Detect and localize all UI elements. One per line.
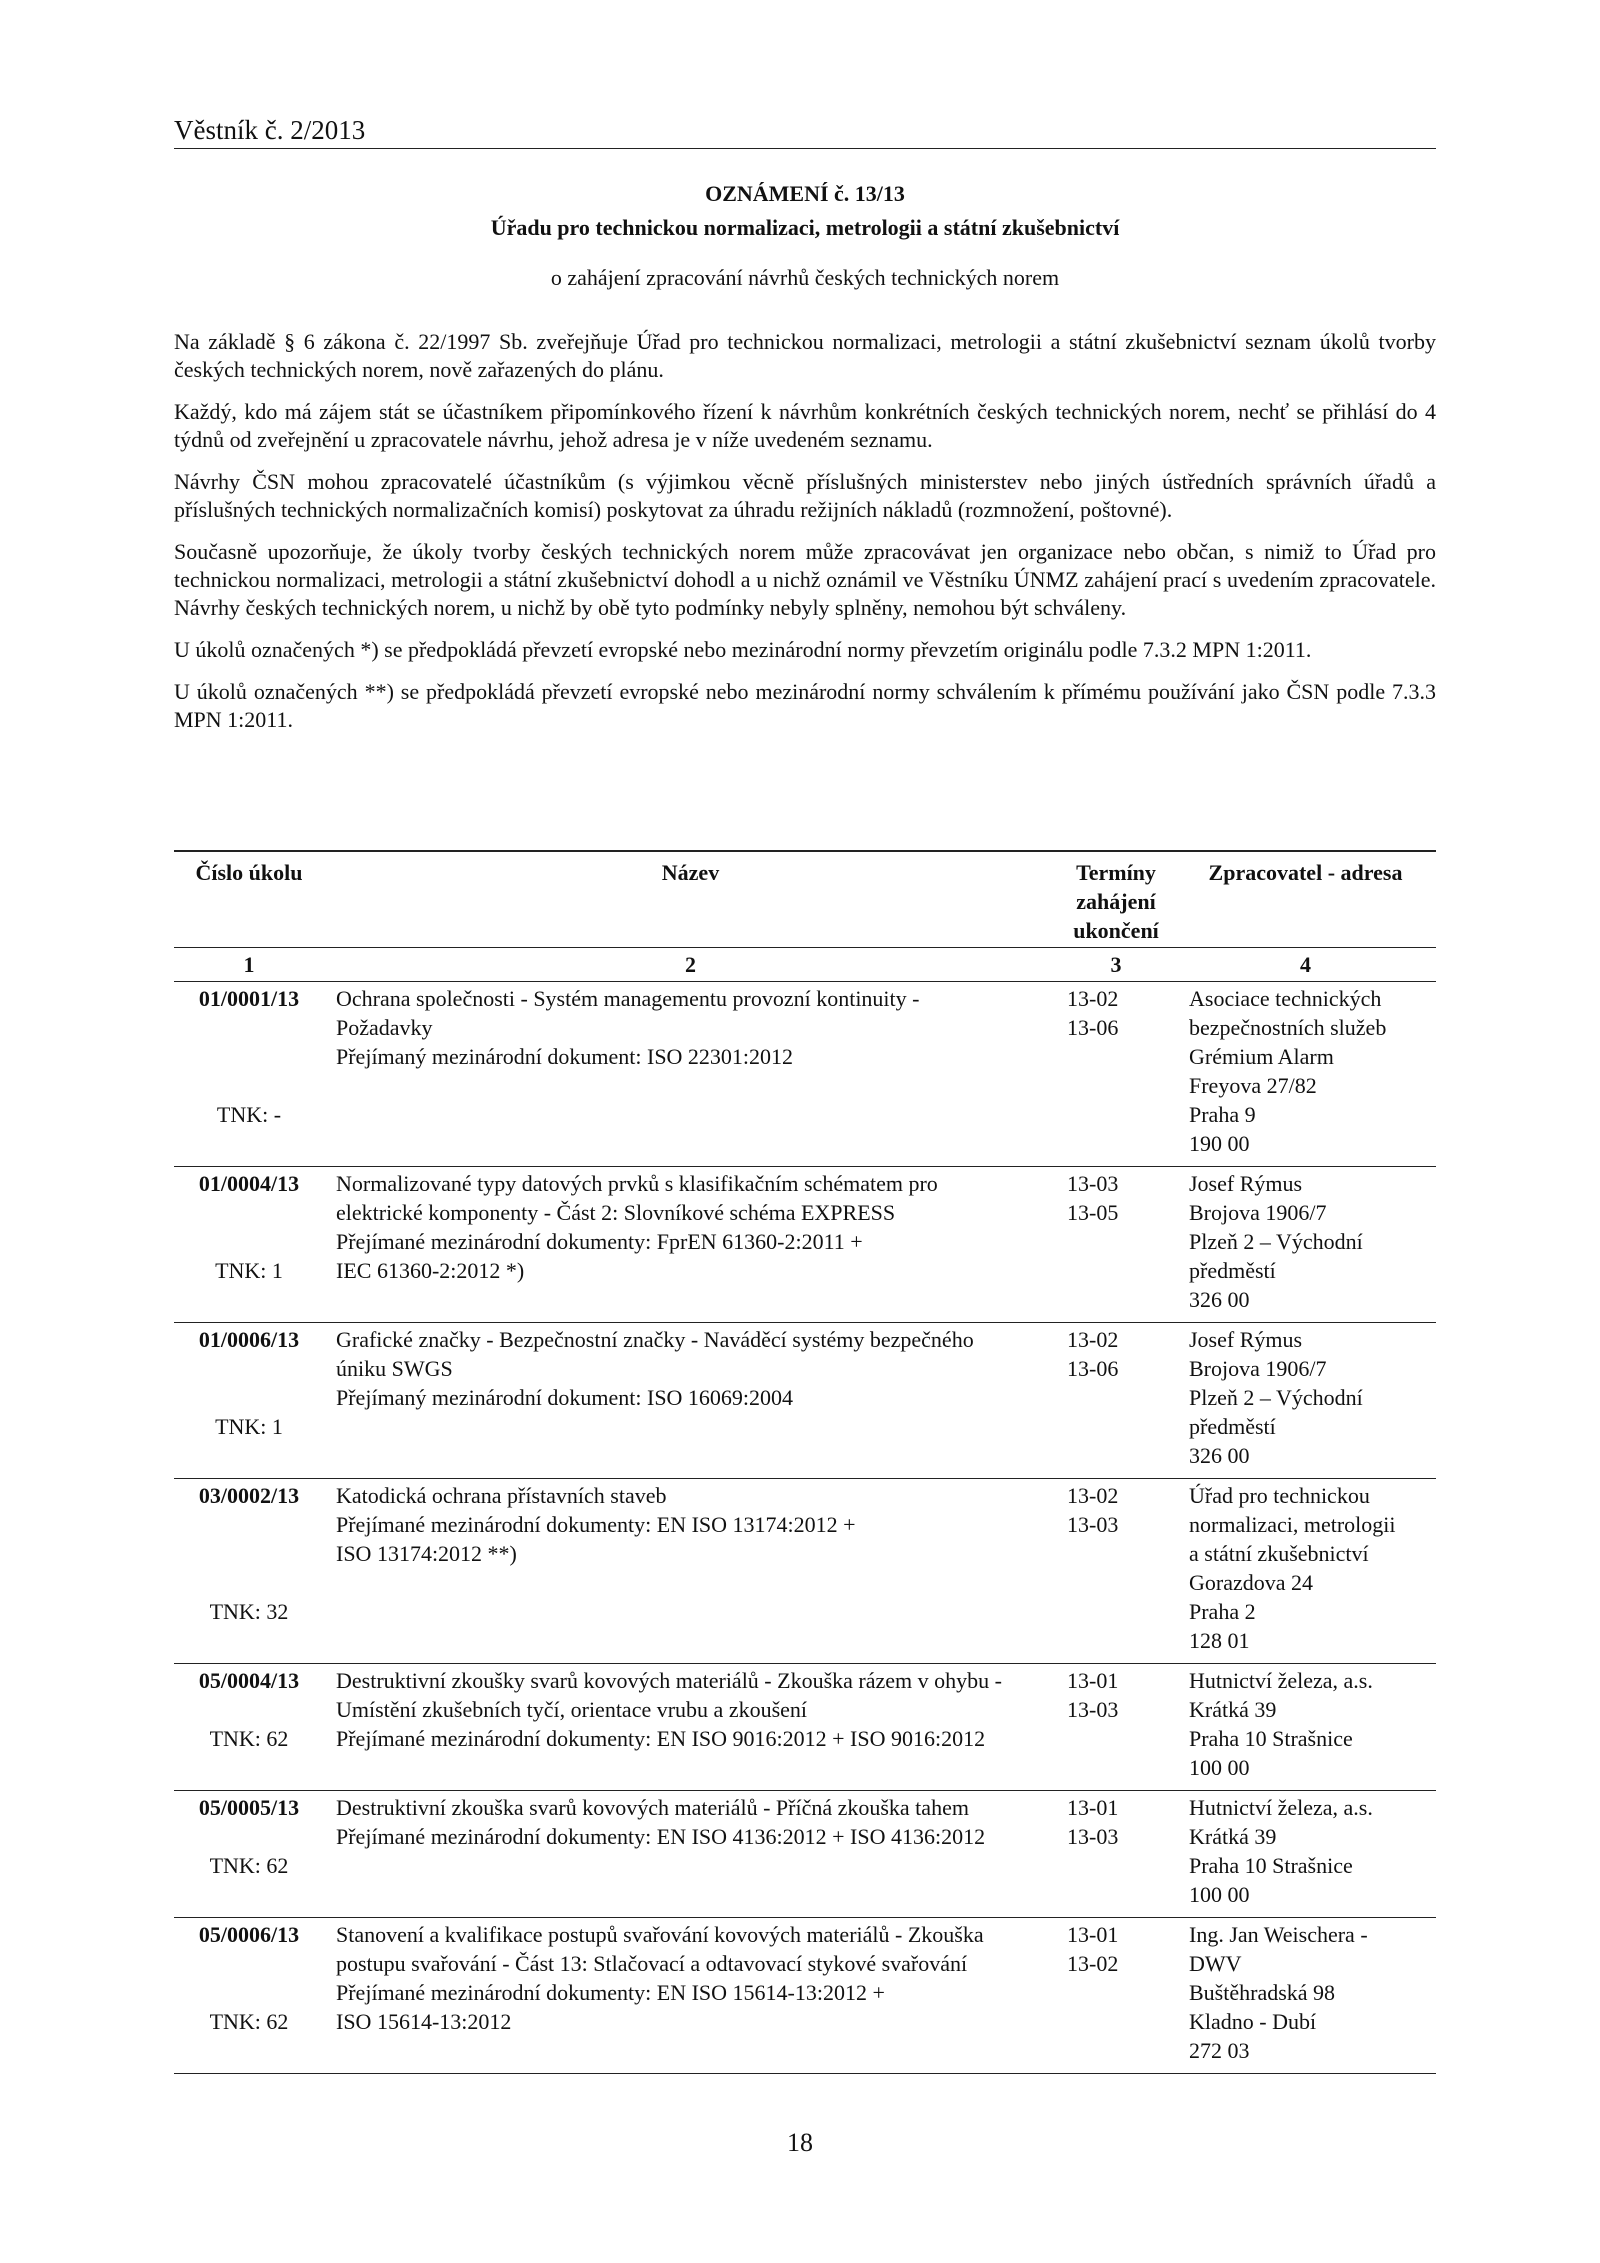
task-title-line: Přejímané mezinárodní dokumenty: EN ISO 15614-13:2012 + xyxy=(336,1980,885,2005)
task-title-line: Ochrana společnosti - Systém managementu provozní kontinuity - xyxy=(336,986,920,1011)
processor-address-line: 272 03 xyxy=(1189,2038,1250,2063)
task-dates-line: 13-02 xyxy=(1067,1327,1119,1352)
processor-address-line: Brojova 1906/7 xyxy=(1189,1356,1327,1381)
header-dates-line: ukončení xyxy=(1073,918,1159,943)
task-title-line: IEC 61360-2:2012 *) xyxy=(336,1258,525,1283)
task-title-line: Grafické značky - Bezpečnostní značky - Naváděcí systémy bezpečného xyxy=(336,1327,974,1352)
processor-address-line: bezpečnostních služeb xyxy=(1189,1015,1387,1040)
task-title-line: Přejímaný mezinárodní dokument: ISO 16069:2004 xyxy=(336,1385,794,1410)
column-number: 4 xyxy=(1175,948,1436,982)
task-title-line: Přejímané mezinárodní dokumenty: EN ISO 9016:2012 + ISO 9016:2012 xyxy=(336,1726,986,1751)
processor-address-line: normalizaci, metrologii xyxy=(1189,1512,1396,1537)
task-title-line: Destruktivní zkoušky svarů kovových materiálů - Zkouška rázem v ohybu - xyxy=(336,1668,1002,1693)
task-code: 03/0002/13 xyxy=(198,1483,300,1508)
paragraph: Na základě § 6 zákona č. 22/1997 Sb. zveřejňuje Úřad pro technickou normalizaci, metrologii a státní zkušebnictví seznam úkolů tvorby českých technických norem, nově zařazených do plánu. xyxy=(174,329,1436,382)
task-dates xyxy=(1057,1323,1175,1479)
task-title-line: Destruktivní zkouška svarů kovových materiálů - Příčná zkouška tahem xyxy=(336,1795,969,1820)
table-row xyxy=(174,982,1436,1167)
processor-address-line: Krátká 39 xyxy=(1189,1824,1277,1849)
task-dates xyxy=(1057,1664,1175,1791)
header-task-number: Číslo úkolu xyxy=(174,851,324,948)
processor-address-line: Hutnictví železa, a.s. xyxy=(1189,1795,1373,1820)
table-row xyxy=(174,1323,1436,1479)
task-number-cell xyxy=(174,1918,324,2074)
processor-address-line: Kladno - Dubí xyxy=(1189,2009,1317,2034)
processor-address-line: Praha 2 xyxy=(1189,1599,1256,1624)
task-title-line: úniku SWGS xyxy=(336,1356,453,1381)
task-title-line: Katodická ochrana přístavních staveb xyxy=(336,1483,667,1508)
announcement-body xyxy=(174,328,1436,748)
task-number-cell xyxy=(174,1167,324,1323)
tnk-label: TNK: 62 xyxy=(209,1726,289,1751)
table-row xyxy=(174,1167,1436,1323)
task-code: 01/0001/13 xyxy=(198,986,300,1011)
column-number: 1 xyxy=(174,948,324,982)
header-title: Název xyxy=(324,851,1057,948)
processor-address-line: DWV xyxy=(1189,1951,1242,1976)
task-title-line: Umístění zkušebních tyčí, orientace vrubu a zkoušení xyxy=(336,1697,808,1722)
task-title-line: Přejímaný mezinárodní dokument: ISO 22301:2012 xyxy=(336,1044,794,1069)
paragraph: Návrhy ČSN mohou zpracovatelé účastníkům (s výjimkou věcně příslušných ministerstev nebo jiných ústředních správních úřadů a příslušných technických normalizačních komisí) poskytovat za úhradu režijních nákladů (rozmnožení, poštovné). xyxy=(174,469,1436,522)
paragraph: Každý, kdo má zájem stát se účastníkem připomínkového řízení k návrhům konkrétních českých technických norem, nechť se přihlásí do 4 týdnů od zveřejnění u zpracovatele návrhu, jehož adresa je v níže uvedeném seznamu. xyxy=(174,399,1436,452)
processor-address-line: předměstí xyxy=(1189,1414,1276,1439)
task-number-cell xyxy=(174,1479,324,1664)
task-title xyxy=(324,1918,1057,2074)
task-code: 05/0005/13 xyxy=(198,1795,300,1820)
column-number: 2 xyxy=(324,948,1057,982)
processor-address-line: Ing. Jan Weischera - xyxy=(1189,1922,1368,1947)
processor-address xyxy=(1175,1918,1436,2074)
tnk-label: TNK: 32 xyxy=(209,1599,289,1624)
task-dates-line: 13-02 xyxy=(1067,1951,1119,1976)
processor-address-line: Praha 9 xyxy=(1189,1102,1256,1127)
tasks-table-container xyxy=(174,850,1436,2074)
running-header xyxy=(174,108,1436,149)
tnk-label: TNK: 62 xyxy=(209,2009,289,2034)
header-dates xyxy=(1057,851,1175,948)
task-code: 05/0006/13 xyxy=(198,1922,300,1947)
task-dates xyxy=(1057,1167,1175,1323)
task-dates-line: 13-02 xyxy=(1067,986,1119,1011)
processor-address-line: a státní zkušebnictví xyxy=(1189,1541,1369,1566)
processor-address-line: Josef Rýmus xyxy=(1189,1171,1303,1196)
processor-address-line: 100 00 xyxy=(1189,1882,1250,1907)
task-dates xyxy=(1057,1791,1175,1918)
task-number-cell xyxy=(174,1791,324,1918)
processor-address-line: 100 00 xyxy=(1189,1755,1250,1780)
task-title xyxy=(324,1167,1057,1323)
processor-address-line: 190 00 xyxy=(1189,1131,1250,1156)
processor-address-line: 326 00 xyxy=(1189,1443,1250,1468)
processor-address-line: Hutnictví železa, a.s. xyxy=(1189,1668,1373,1693)
processor-address-line: 128 01 xyxy=(1189,1628,1250,1653)
processor-address xyxy=(1175,982,1436,1167)
processor-address-line: Praha 10 Strašnice xyxy=(1189,1726,1353,1751)
table-row xyxy=(174,1479,1436,1664)
table-header-row xyxy=(174,851,1436,948)
processor-address-line: Praha 10 Strašnice xyxy=(1189,1853,1353,1878)
table-body xyxy=(174,982,1436,2074)
processor-address xyxy=(1175,1664,1436,1791)
table-row xyxy=(174,1791,1436,1918)
task-dates-line: 13-03 xyxy=(1067,1824,1119,1849)
task-title xyxy=(324,982,1057,1167)
table-column-numbers-row xyxy=(174,948,1436,982)
column-number: 3 xyxy=(1057,948,1175,982)
processor-address-line: Buštěhradská 98 xyxy=(1189,1980,1336,2005)
processor-address xyxy=(1175,1479,1436,1664)
table-row xyxy=(174,1664,1436,1791)
task-dates-line: 13-01 xyxy=(1067,1795,1119,1820)
processor-address xyxy=(1175,1167,1436,1323)
tnk-label: TNK: 1 xyxy=(215,1258,283,1283)
table-row xyxy=(174,1918,1436,2074)
task-code: 01/0006/13 xyxy=(198,1327,300,1352)
task-dates-line: 13-05 xyxy=(1067,1200,1119,1225)
processor-address-line: Freyova 27/82 xyxy=(1189,1073,1317,1098)
processor-address-line: Krátká 39 xyxy=(1189,1697,1277,1722)
processor-address-line: Grémium Alarm xyxy=(1189,1044,1334,1069)
processor-address xyxy=(1175,1791,1436,1918)
task-dates xyxy=(1057,1479,1175,1664)
task-code: 05/0004/13 xyxy=(198,1668,300,1693)
processor-address-line: Gorazdova 24 xyxy=(1189,1570,1314,1595)
task-dates-line: 13-06 xyxy=(1067,1015,1119,1040)
processor-address-line: Plzeň 2 – Východní xyxy=(1189,1229,1363,1254)
paragraph: U úkolů označených *) se předpokládá převzetí evropské nebo mezinárodní normy převzetím originálu podle 7.3.2 MPN 1:2011. xyxy=(174,637,1312,662)
processor-address-line: Josef Rýmus xyxy=(1189,1327,1303,1352)
task-title-line: elektrické komponenty - Část 2: Slovníkové schéma EXPRESS xyxy=(336,1200,896,1225)
announcement-heading xyxy=(174,180,1436,292)
task-dates-line: 13-06 xyxy=(1067,1356,1119,1381)
task-title xyxy=(324,1791,1057,1918)
task-title-line: Stanovení a kvalifikace postupů svařování kovových materiálů - Zkouška xyxy=(336,1922,984,1947)
task-dates xyxy=(1057,1918,1175,2074)
paragraph: U úkolů označených **) se předpokládá převzetí evropské nebo mezinárodní normy schválením k přímému používání jako ČSN podle 7.3.3 MPN 1:2011. xyxy=(174,679,1436,732)
processor-address-line: Úřad pro technickou xyxy=(1189,1483,1370,1508)
task-title-line: Normalizované typy datových prvků s klasifikačním schématem pro xyxy=(336,1171,938,1196)
processor-address-line: 326 00 xyxy=(1189,1287,1250,1312)
task-title xyxy=(324,1479,1057,1664)
task-number-cell xyxy=(174,982,324,1167)
task-title-line: ISO 15614-13:2012 xyxy=(336,2009,512,2034)
task-title-line: Požadavky xyxy=(336,1015,433,1040)
task-dates xyxy=(1057,982,1175,1167)
paragraph: Současně upozorňuje, že úkoly tvorby českých technických norem může zpracovávat jen organizace nebo občan, s nimiž to Úřad pro technickou normalizaci, metrologii a státní zkušebnictví dohodl a u nichž oznámil ve Věstníku ÚNMZ zahájení prací s uvedením zpracovatele. Návrhy českých technických norem, u nichž by obě tyto podmínky nebyly splněny, nemohou být schváleny. xyxy=(174,539,1436,620)
announcement-title: OZNÁMENÍ č. 13/13 xyxy=(705,181,905,206)
journal-issue: Věstník č. 2/2013 xyxy=(174,115,366,145)
tasks-table xyxy=(174,850,1436,2074)
task-title-line: Přejímané mezinárodní dokumenty: FprEN 61360-2:2011 + xyxy=(336,1229,863,1254)
task-dates-line: 13-03 xyxy=(1067,1512,1119,1537)
processor-address-line: Plzeň 2 – Východní xyxy=(1189,1385,1363,1410)
processor-address xyxy=(1175,1323,1436,1479)
tnk-label: TNK: - xyxy=(216,1102,282,1127)
announcement-issuer: Úřadu pro technickou normalizaci, metrologii a státní zkušebnictví xyxy=(490,215,1120,240)
task-dates-line: 13-03 xyxy=(1067,1697,1119,1722)
processor-address-line: Brojova 1906/7 xyxy=(1189,1200,1327,1225)
header-dates-line: Termíny xyxy=(1076,860,1156,885)
processor-address-line: předměstí xyxy=(1189,1258,1276,1283)
task-dates-line: 13-03 xyxy=(1067,1171,1119,1196)
task-title xyxy=(324,1323,1057,1479)
task-dates-line: 13-02 xyxy=(1067,1483,1119,1508)
header-processor-address: Zpracovatel - adresa xyxy=(1175,851,1436,948)
task-dates-line: 13-01 xyxy=(1067,1922,1119,1947)
task-dates-line: 13-01 xyxy=(1067,1668,1119,1693)
announcement-topic: o zahájení zpracování návrhů českých technických norem xyxy=(550,265,1060,290)
tnk-label: TNK: 62 xyxy=(209,1853,289,1878)
task-number-cell xyxy=(174,1664,324,1791)
task-number-cell xyxy=(174,1323,324,1479)
task-title-line: Přejímané mezinárodní dokumenty: EN ISO 13174:2012 + xyxy=(336,1512,856,1537)
task-code: 01/0004/13 xyxy=(198,1171,300,1196)
tnk-label: TNK: 1 xyxy=(215,1414,283,1439)
task-title-line: ISO 13174:2012 **) xyxy=(336,1541,517,1566)
task-title xyxy=(324,1664,1057,1791)
task-title-line: Přejímané mezinárodní dokumenty: EN ISO 4136:2012 + ISO 4136:2012 xyxy=(336,1824,986,1849)
page-number: 18 xyxy=(787,2128,813,2157)
header-dates-line: zahájení xyxy=(1076,889,1156,914)
processor-address-line: Asociace technických xyxy=(1189,986,1382,1011)
task-title-line: postupu svařování - Část 13: Stlačovací a odtavovací stykové svařování xyxy=(336,1951,968,1976)
